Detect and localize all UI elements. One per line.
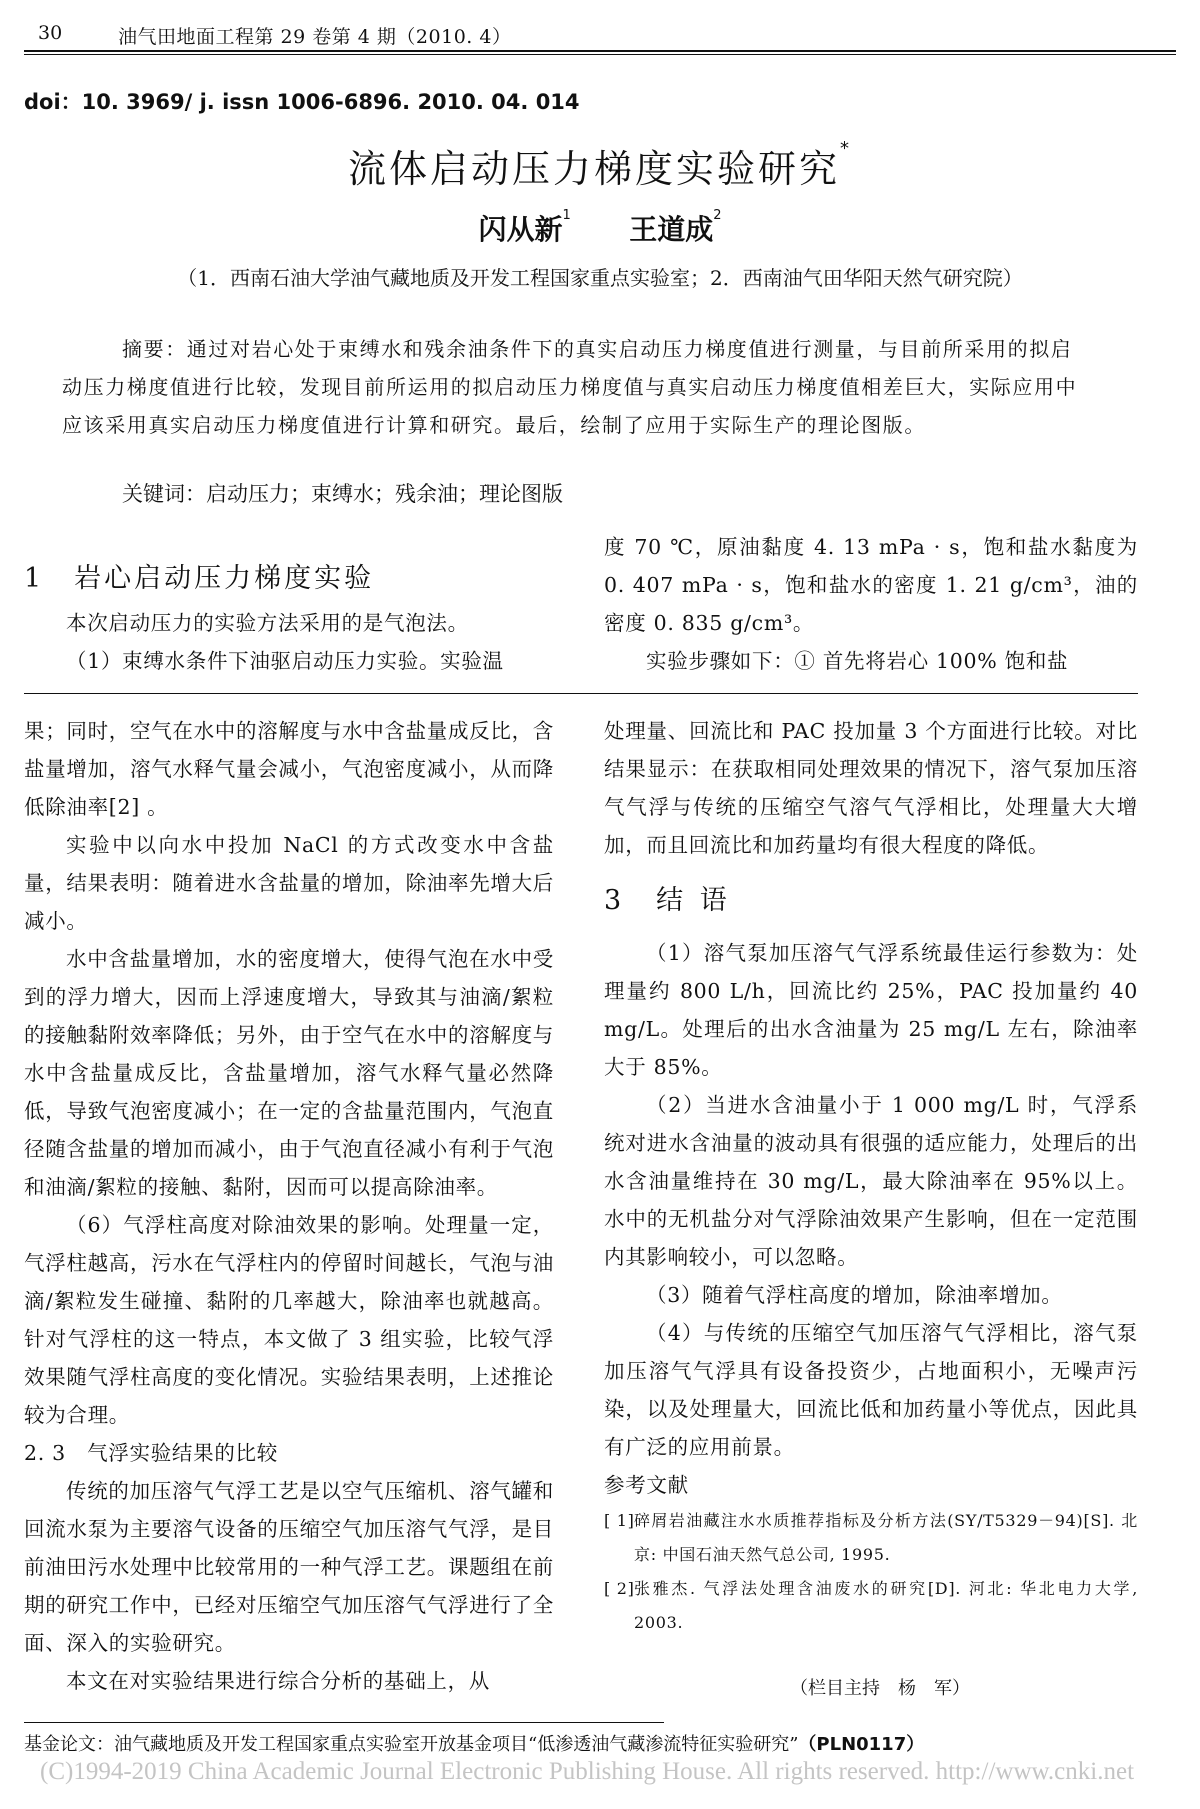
title-text: 流体启动压力梯度实验研究 <box>347 147 840 191</box>
references-title: 参考文献 <box>604 1473 689 1497</box>
reference-text: 碎屑岩油藏注水水质推荐指标及分析方法(SY/T5329－94)[S]. 北京: 中国石油天然气总公司, 1995. <box>634 1511 1138 1564</box>
subsection-heading: 2. 3 气浮实验结果的比较 <box>24 1441 278 1465</box>
keywords: 关键词：启动压力；束缚水；残余油；理论图版 <box>122 482 563 506</box>
journal-header: 油气田地面工程第 29 卷第 4 期（2010. 4） <box>118 26 512 48</box>
title-mark: * <box>840 138 852 159</box>
paragraph: 实验中以向水中投加 NaCl 的方式改变水中含盐量，结果表明：随着进水含盐量的增加，除油率先增大后减小。 <box>24 833 554 933</box>
footnote <box>24 1730 924 1756</box>
author-name: 闪从新 <box>478 213 563 246</box>
header-rule-thin <box>24 54 1176 55</box>
paragraph: （6）气浮柱高度对除油效果的影响。处理量一定，气浮柱越高，污水在气浮柱内的停留时间越长，气泡与油滴/絮粒发生碰撞、黏附的几率越大，除油率也就越高。针对气浮柱的这一特点，本文做了 3 组实验，比较气浮效果随气浮柱高度的变化情况。实验结果表明，上述推论较为合理。 <box>24 1213 554 1427</box>
affiliations: （1．西南石油大学油气藏地质及开发工程国家重点实验室；2．西南油气田华阳天然气研究院） <box>177 266 1023 290</box>
paragraph: 本文在对实验结果进行综合分析的基础上，从 <box>66 1669 490 1693</box>
paragraph: 传统的加压溶气气浮工艺是以空气压缩机、溶气罐和回流水泵为主要溶气设备的压缩空气加压溶气气浮，是目前油田污水处理中比较常用的一种气浮工艺。课题组在前期的研究工作中，已经对压缩空气加压溶气气浮进行了全面、深入的实验研究。 <box>24 1479 554 1655</box>
reference-item <box>604 1504 1138 1572</box>
conclusion-item: （1）溶气泵加压溶气气浮系统最佳运行参数为：处理量约 800 L/h，回流比约 25%，PAC 投加量约 40 mg/L。处理后的出水含油量为 25 mg/L 左右，除油率大于 85%。 <box>604 941 1138 1079</box>
footnote-text: 基金论文：油气藏地质及开发工程国家重点实验室开放基金项目“低渗透油气藏渗流特征实验研究” <box>24 1734 799 1755</box>
paragraph: 本次启动压力的实验方法采用的是气泡法。 <box>66 611 469 635</box>
paragraph: 实验步骤如下：① 首先将岩心 100% 饱和盐 <box>646 649 1069 673</box>
footnote-code: （PLN0117） <box>798 1734 925 1755</box>
header-rule <box>24 50 1176 52</box>
author-name: 王道成 <box>629 213 714 246</box>
watermark: (C)1994-2019 China Academic Journal Electronic Publishing House. All rights reserved. http://www.cnki.net <box>40 1758 1135 1785</box>
conclusion-item: （4）与传统的压缩空气加压溶气气浮相比，溶气泵加压溶气气浮具有设备投资少，占地面积小，无噪声污染，以及处理量大，回流比低和加药量小等优点，因此具有广泛的应用前景。 <box>604 1321 1138 1459</box>
paragraph: （1）束缚水条件下油驱启动压力实验。实验温 <box>66 649 504 673</box>
abstract: 摘要：通过对岩心处于束缚水和残余油条件下的真实启动压力梯度值进行测量，与目前所采用的拟启动压力梯度值进行比较，发现目前所运用的拟启动压力梯度值与真实启动压力梯度值相差巨大，实际应用中应该采用真实启动压力梯度值进行计算和研究。最后，绘制了应用于实际生产的理论图版。 <box>62 337 1078 437</box>
page-number: 30 <box>38 22 63 44</box>
column-editor: （栏目主持 杨 军） <box>790 1678 970 1699</box>
reference-item <box>604 1572 1138 1640</box>
left-column <box>24 712 554 1700</box>
paragraph: 处理量、回流比和 PAC 投加量 3 个方面进行比较。对比结果显示：在获取相同处理效果的情况下，溶气泵加压溶气气浮与传统的压缩空气溶气气浮相比，处理量大大增加，而且回流比和加药量均有很大程度的降低。 <box>604 719 1138 857</box>
reference-number: [ 1] <box>604 1511 635 1530</box>
right-column <box>604 712 1138 1640</box>
paragraph: 度 70 ℃，原油黏度 4. 13 mPa · s，饱和盐水黏度为 0. 407 mPa · s，饱和盐水的密度 1. 21 g/cm³，油的密度 0. 835 g/cm³。 <box>604 535 1138 635</box>
authors <box>0 208 1200 248</box>
conclusion-item: （2）当进水含油量小于 1 000 mg/L 时，气浮系统对进水含油量的波动具有很强的适应能力，处理后的出水含油量维持在 30 mg/L，最大除油率在 95%以上。水中的无机盐分对气浮除油效果产生影响，但在一定范围内其影响较小，可以忽略。 <box>604 1093 1138 1269</box>
section-1-heading: 1 岩心启动压力梯度实验 <box>24 563 375 594</box>
section-3-heading: 3 结 语 <box>604 885 731 916</box>
section-1-right-text <box>604 528 1138 680</box>
author-sup: 1 <box>562 208 571 223</box>
footnote-rule <box>24 1722 664 1723</box>
page-break-rule <box>24 693 1138 694</box>
conclusion-item: （3）随着气浮柱高度的增加，除油率增加。 <box>646 1283 1063 1307</box>
section-1-left-text <box>24 604 544 680</box>
paper-title <box>0 138 1200 193</box>
doi: doi：10. 3969/ j. issn 1006-6896. 2010. 04. 014 <box>24 90 580 114</box>
reference-number: [ 2] <box>604 1579 635 1598</box>
author-sup: 2 <box>713 208 722 223</box>
reference-text: 张雅杰. 气浮法处理含油废水的研究[D]. 河北: 华北电力大学, 2003. <box>634 1579 1138 1632</box>
paragraph: 果；同时，空气在水中的溶解度与水中含盐量成反比，含盐量增加，溶气水释气量会减小，气泡密度减小，从而降低除油率[2] 。 <box>24 719 554 819</box>
paragraph: 水中含盐量增加，水的密度增大，使得气泡在水中受到的浮力增大，因而上浮速度增大，导致其与油滴/絮粒的接触黏附效率降低；另外，由于空气在水中的溶解度与水中含盐量成反比，含盐量增加，溶气水释气量必然降低，导致气泡密度减小；在一定的含盐量范围内，气泡直径随含盐量的增加而减小，由于气泡直径减小有利于气泡和油滴/絮粒的接触、黏附，因而可以提高除油率。 <box>24 947 554 1199</box>
